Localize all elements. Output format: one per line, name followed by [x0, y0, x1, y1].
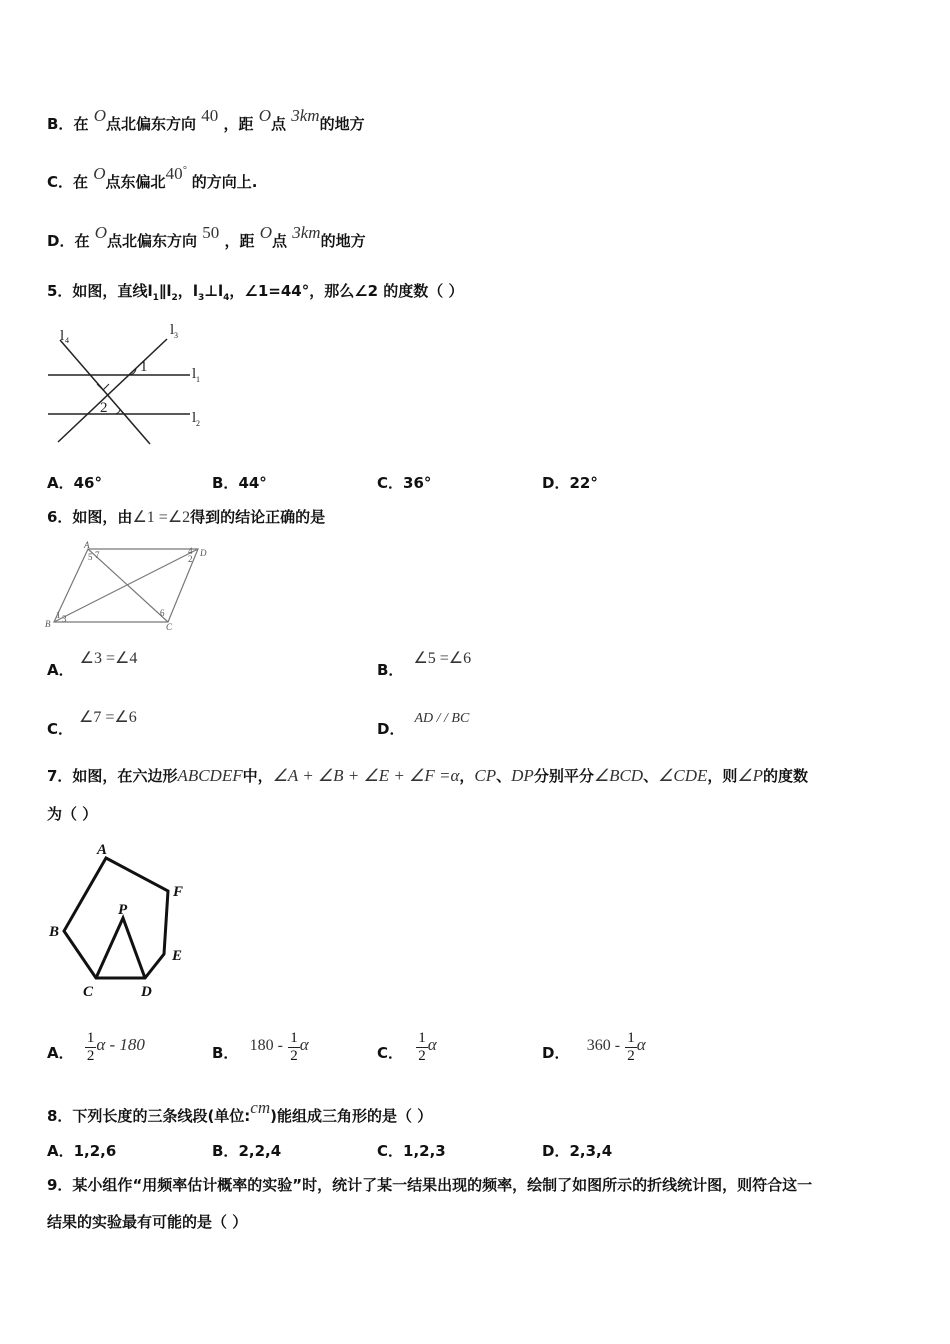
- q9-stem-line1: 9．某小组作“用频率估计概率的实验”时，统计了某一结果出现的频率，绘制了如图所示的折线统计图，则符合这一: [47, 1176, 813, 1194]
- svg-text:1: 1: [196, 375, 200, 384]
- svg-text:B: B: [49, 924, 60, 940]
- svg-text:C: C: [83, 984, 94, 1000]
- q5-label-l3: l: [170, 322, 175, 338]
- svg-text:D: D: [200, 548, 207, 558]
- q7-figure: [40, 836, 210, 1006]
- svg-text:C: C: [166, 622, 173, 632]
- q6-option-b: B．∠5 =∠6: [377, 650, 472, 679]
- q7-stem-line1: 7．如图，在六边形ABCDEF中，∠A + ∠B + ∠E + ∠F =α，CP、DP分别平分∠BCD、∠CDE，则∠P的度数: [47, 766, 809, 785]
- q8-stem: 8．下列长度的三条线段(单位:cm)能组成三角形的是（ ）: [47, 1098, 433, 1125]
- q8-option-c: C．1,2,3: [377, 1142, 446, 1160]
- q5-stem: 5．如图，直线$l_1\parallel l_2$，$l_3\perp l_4$，∠1=44°，那么∠2 的度数（ ）: [47, 282, 464, 303]
- q5-label-l2: l: [192, 410, 197, 426]
- svg-text:F: F: [173, 884, 184, 900]
- svg-text:A: A: [97, 842, 108, 858]
- svg-text:3: 3: [62, 614, 67, 624]
- q5-option-b: B．44°: [212, 474, 267, 492]
- svg-text:B: B: [45, 619, 51, 629]
- svg-text:4: 4: [65, 336, 69, 345]
- q5-label-l4: l: [60, 328, 65, 344]
- svg-text:6: 6: [160, 608, 165, 618]
- svg-text:P: P: [118, 902, 128, 918]
- svg-text:2: 2: [196, 419, 200, 428]
- svg-text:E: E: [172, 948, 183, 964]
- q5-label-l1: l: [192, 366, 197, 382]
- q7-stem-line2: 为（ ）: [47, 805, 98, 823]
- q5-option-c: C．36°: [377, 474, 432, 492]
- q4-option-b: B．在 O点北偏东方向 40 ，距 O点 3km的地方: [47, 106, 365, 133]
- q6-option-c: C．∠7 =∠6: [47, 709, 137, 738]
- q8-option-b: B．2,2,4: [212, 1142, 282, 1160]
- svg-text:7: 7: [95, 550, 100, 560]
- q7-option-a: A． $\frac{1}{2}$ α - 180: [47, 1030, 145, 1064]
- q5-option-a: A．46°: [47, 474, 102, 492]
- q8-option-d: D．2,3,4: [542, 1142, 613, 1160]
- q6-figure: [40, 540, 220, 632]
- q9-stem-line2: 结果的实验最有可能的是（ ）: [47, 1213, 248, 1231]
- q5-option-d: D．22°: [542, 474, 598, 492]
- q6-option-d: D．AD / / BC: [377, 711, 470, 738]
- svg-text:2: 2: [188, 554, 193, 564]
- q4-option-c: C．在 O点东偏北40° 的方向上.: [47, 164, 258, 191]
- svg-text:D: D: [141, 984, 152, 1000]
- q4-option-d: D．在 O点北偏东方向 50 ，距 O点 3km的地方: [47, 223, 366, 250]
- q5-angle-1: 1: [140, 359, 148, 375]
- svg-text:3: 3: [174, 331, 178, 340]
- q5-figure: [40, 322, 220, 452]
- svg-text:A: A: [84, 540, 90, 550]
- svg-text:5: 5: [88, 552, 93, 562]
- q8-option-a: A．1,2,6: [47, 1142, 117, 1160]
- q5-angle-2: 2: [100, 400, 108, 416]
- svg-text:1: 1: [56, 610, 61, 620]
- q6-option-a: A．∠3 =∠4: [47, 650, 138, 679]
- q7-option-b: B． 180 - $\frac{1}{2}$ α: [212, 1030, 309, 1064]
- q7-option-c: C． $\frac{1}{2}$ α: [377, 1030, 437, 1064]
- q7-option-d: D． 360 - $\frac{1}{2}$ α: [542, 1030, 646, 1064]
- q6-stem: 6．如图，由∠1 =∠2得到的结论正确的是: [47, 508, 326, 526]
- svg-text:4: 4: [188, 546, 193, 556]
